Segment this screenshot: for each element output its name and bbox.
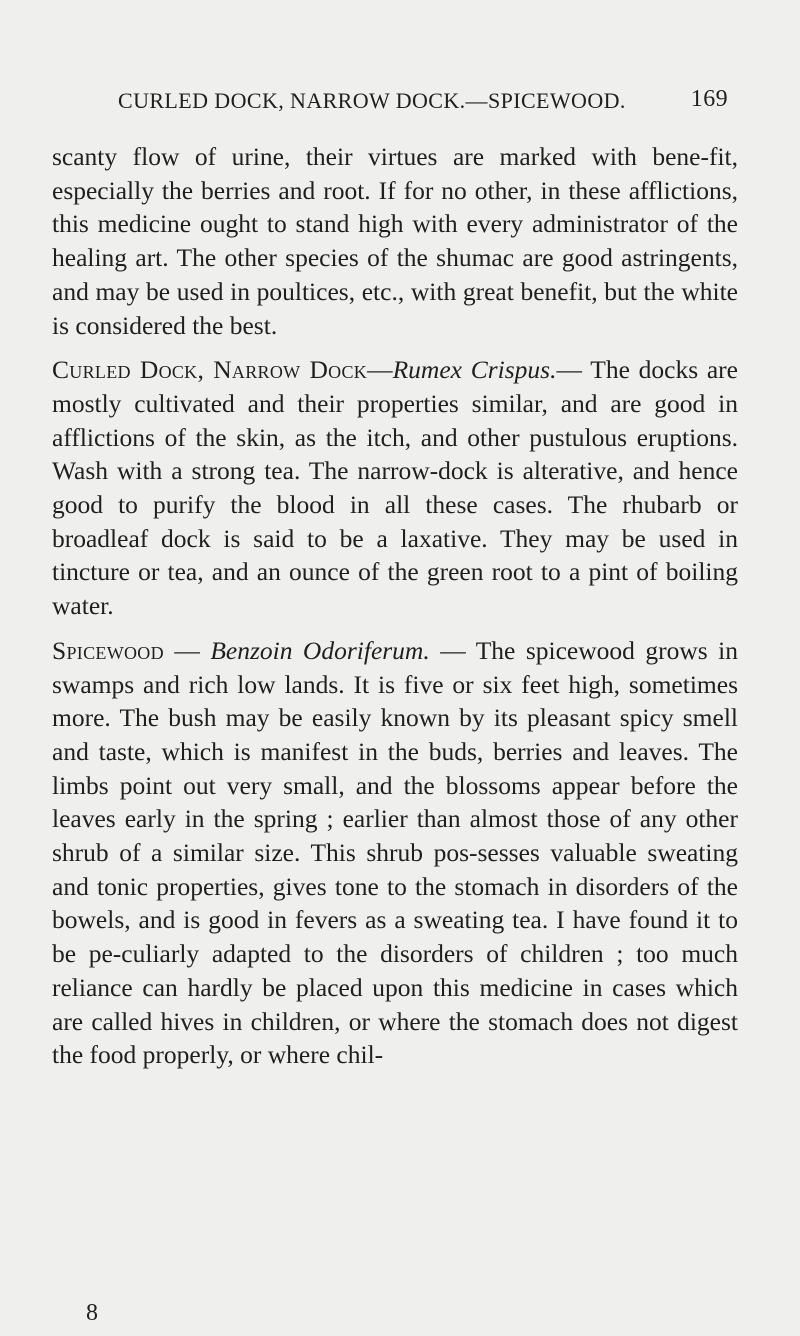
- running-header: [118, 86, 728, 114]
- entry-heading-spicewood: Spicewood: [52, 635, 164, 665]
- body-text: [52, 140, 738, 1072]
- entry-text-spicewood: The spicewood grows in swamps and rich low lands. It is five or six feet high, sometimes more. The bush may be easily known by its pleasant spicy smell and taste, which is manifest in the buds, berries and leaves. The limbs point out very small, and the blossoms appear before the leaves early in the spring ; earlier than almost those of any other shrub of a similar size. This shrub pos-sesses valuable sweating and tonic properties, gives tone to the stomach in disorders of the bowels, and is good in fevers as a sweating tea. I have found it to be pe-culiarly adapted to the disorders of children ; too much reliance can hardly be placed upon this medicine in cases which are called hives in children, or where the stomach does not digest the food properly, or where chil-: [52, 635, 738, 1070]
- paragraph-spicewood: [52, 634, 738, 1072]
- heading-dash: —: [429, 635, 476, 665]
- page-number: 169: [690, 86, 728, 112]
- entry-heading-curled-dock: Curled Dock, Narrow Dock: [52, 355, 368, 385]
- latin-name-rumex: Rumex Crispus.: [392, 355, 557, 385]
- paragraph-curled-dock: [52, 353, 738, 623]
- latin-name-benzoin: Benzoin Odoriferum.: [210, 635, 430, 665]
- signature-mark: 8: [86, 1300, 98, 1326]
- paragraph-shumac-continued: scanty flow of urine, their virtues are marked with bene-fit, especially the berries and root. If for no other, in these afflictions, this medicine ought to stand high with every administrator of the healing art. The other species of the shumac are good astringents, and may be used in poultices, etc., with great benefit, but the white is considered the best.: [52, 142, 738, 340]
- heading-dash: —: [367, 355, 393, 385]
- heading-dash: —: [556, 355, 582, 385]
- running-title: CURLED DOCK, NARROW DOCK.—SPICEWOOD.: [118, 88, 626, 113]
- heading-dash: —: [163, 635, 211, 665]
- entry-text-curled-dock: The docks are mostly cultivated and their properties similar, and are good in afflictions of the skin, as the itch, and other pustulous eruptions. Wash with a strong tea. The narrow-dock is alterative, and hence good to purify the blood in all these cases. The rhubarb or broadleaf dock is said to be a laxative. They may be used in tincture or tea, and an ounce of the green root to a pint of boiling water.: [52, 355, 738, 621]
